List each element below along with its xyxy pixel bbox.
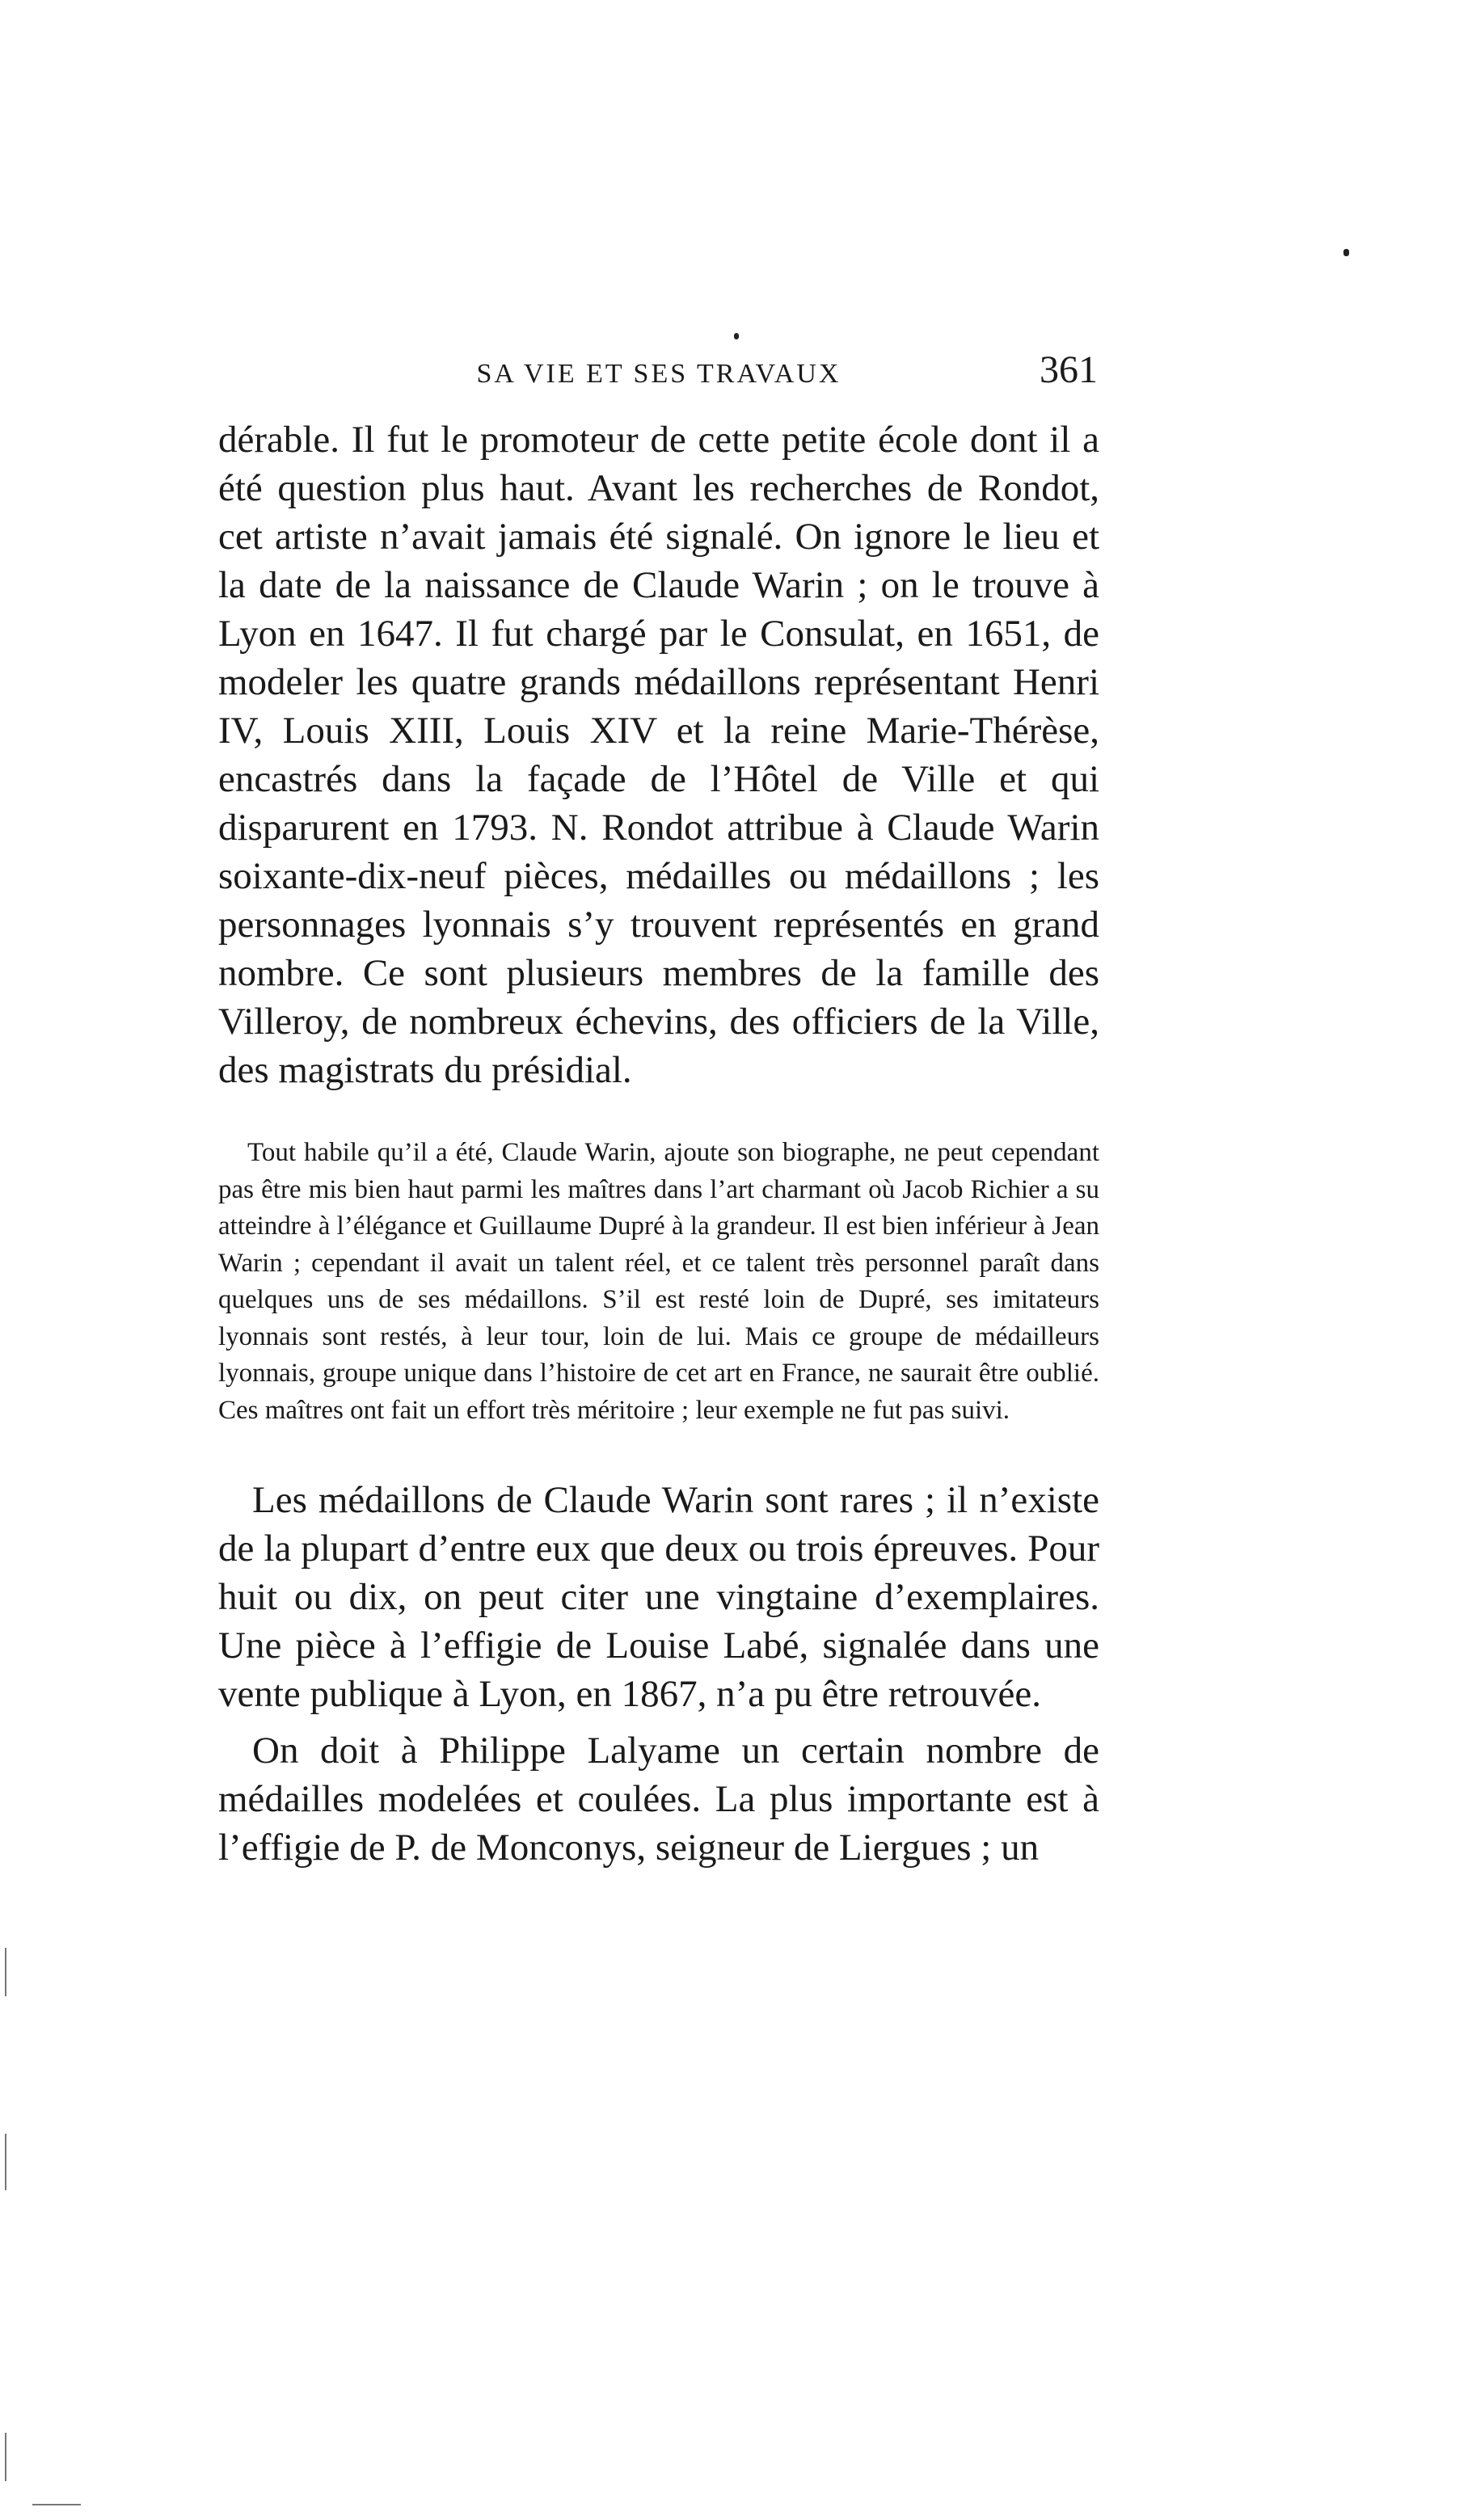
paragraph-lalyame: On doit à Philippe Lalyame un certain nombre de médailles modelées et coulées. La plus importante est à l’effigie de P. de Monconys, seigneur de Liergues ; un [218, 1730, 1099, 1869]
paragraph-continuation: dérable. Il fut le promoteur de cette petite école dont il a été question plus haut. Avant les recherches de Rondot, cet artiste n’avait jamais été signalé. On ignore le lieu et la date de la naissance de Claude Warin ; on le trouve à Lyon en 1647. Il fut chargé par le Consulat, en 1651, de modeler les quatre grands médaillons représentant Henri IV, Louis XIII, Louis XIV et la reine Marie-Thérèse, encastrés dans la façade de l’Hôtel de Ville et qui disparurent en 1793. N. Rondot attribue à Claude Warin soixante-dix-neuf pièces, médailles ou médaillons ; les personnages lyonnais s’y trouvent représentés en grand nombre. Ce sont plusieurs membres de la famille des Villeroy, de nombreux échevins, des officiers de la Ville, des magistrats du présidial. [218, 419, 1099, 1091]
scan-edge-mark [32, 2504, 81, 2505]
book-page [218, 348, 1099, 1872]
paragraph-medaillons: Les médaillons de Claude Warin sont rares ; il n’existe de la plupart d’entre eux que deux ou trois épreuves. Pour huit ou dix, on peut citer une vingtaine d’exemplaires. Une pièce à l’effigie de Louise Labé, signalée dans une vente publique à Lyon, en 1867, n’a pu être retrouvée. [218, 1479, 1099, 1715]
scan-speck [734, 333, 739, 339]
scan-edge-mark [5, 1948, 6, 1996]
scan-edge-mark [5, 2433, 6, 2481]
scan-speck [1343, 249, 1349, 256]
page-number: 361 [1040, 348, 1098, 391]
scan-edge-mark [5, 2134, 6, 2190]
block-quote: Tout habile qu’il a été, Claude Warin, ajoute son biographe, ne peut cependant pas être mis bien haut parmi les maîtres dans l’art charmant où Jacob Richier a su atteindre à l’élégance et Guillaume Dupré à la grandeur. Il est bien inférieur à Jean Warin ; cependant il avait un talent réel, et ce talent très personnel paraît dans quelques uns de ses médaillons. S’il est resté loin de Dupré, ses imitateurs lyonnais sont restés, à leur tour, loin de lui. Mais ce groupe de médailleurs lyonnais, groupe unique dans l’histoire de cet art en France, ne saurait être oublié. Ces maîtres ont fait un effort très méritoire ; leur exemple ne fut pas suivi. [218, 1138, 1099, 1425]
running-title: SA VIE ET SES TRAVAUX [476, 359, 841, 389]
running-head [218, 348, 1099, 404]
